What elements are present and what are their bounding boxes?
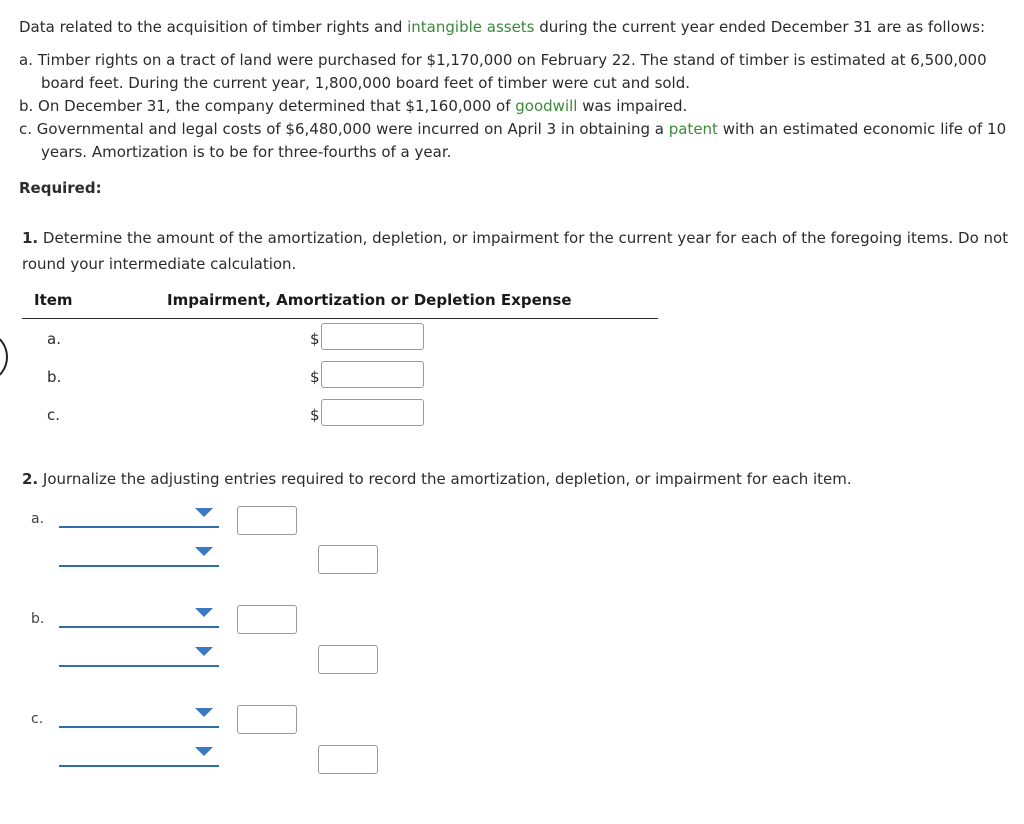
entry-label-c: c. (31, 711, 44, 727)
question-2-number: 2. (22, 470, 39, 488)
debit-amount-input-a[interactable] (237, 506, 297, 535)
row-label-a: a. (47, 330, 61, 348)
entry-label-b: b. (31, 611, 45, 627)
item-c-pre: c. Governmental and legal costs of $6,480,000 were incurred on April 3 in obtaining a (19, 120, 669, 138)
item-a (19, 49, 1019, 95)
intro-text (19, 17, 985, 37)
item-b (19, 95, 1019, 118)
intro-part2: during the current year ended December 31 are as follows: (534, 18, 986, 36)
row-label-c: c. (47, 406, 61, 424)
caret-down-icon (195, 608, 213, 617)
item-c (19, 118, 1019, 164)
credit-account-select-c[interactable] (59, 747, 219, 767)
expense-column-header: Impairment, Amortization or Depletion Expense (167, 291, 572, 309)
caret-down-icon (195, 647, 213, 656)
question-1 (22, 225, 1012, 277)
credit-amount-input-a[interactable] (318, 545, 378, 574)
item-column-header: Item (34, 291, 73, 309)
debit-account-select-c[interactable] (59, 708, 219, 728)
goodwill-link[interactable]: goodwill (515, 97, 578, 115)
debit-account-select-b[interactable] (59, 608, 219, 628)
intro-part1: Data related to the acquisition of timber rights and (19, 18, 408, 36)
table-header-divider (22, 318, 658, 319)
debit-account-select-a[interactable] (59, 508, 219, 528)
patent-link[interactable]: patent (668, 120, 718, 138)
debit-amount-input-c[interactable] (237, 705, 297, 734)
caret-down-icon (195, 547, 213, 556)
currency-symbol-a: $ (310, 330, 320, 348)
currency-symbol-c: $ (310, 406, 320, 424)
item-a-text: a. Timber rights on a tract of land were purchased for $1,170,000 on February 22. The stand of timber is estimated at 6,500,000 board feet. During the current year, 1,800,000 board feet of timber were cut and sold. (19, 51, 987, 92)
expense-input-b[interactable] (321, 361, 424, 388)
expense-input-a[interactable] (321, 323, 424, 350)
item-b-pre: b. On December 31, the company determined that $1,160,000 of (19, 97, 516, 115)
item-b-post: was impaired. (577, 97, 688, 115)
required-heading: Required: (19, 179, 102, 197)
question-2-text: Journalize the adjusting entries required to record the amortization, depletion, or impairment for each item. (38, 470, 852, 488)
entry-label-a: a. (31, 511, 45, 527)
caret-down-icon (195, 747, 213, 756)
question-1-number: 1. (22, 229, 39, 247)
credit-amount-input-b[interactable] (318, 645, 378, 674)
credit-amount-input-c[interactable] (318, 745, 378, 774)
credit-account-select-b[interactable] (59, 647, 219, 667)
currency-symbol-b: $ (310, 368, 320, 386)
intangible-assets-link[interactable]: intangible assets (407, 18, 535, 36)
question-1-text: Determine the amount of the amortization, depletion, or impairment for the current year for each of the foregoing items. Do not round your intermediate calculation. (22, 229, 1009, 273)
margin-bracket (0, 334, 8, 380)
credit-account-select-a[interactable] (59, 547, 219, 567)
debit-amount-input-b[interactable] (237, 605, 297, 634)
expense-input-c[interactable] (321, 399, 424, 426)
caret-down-icon (195, 508, 213, 517)
caret-down-icon (195, 708, 213, 717)
row-label-b: b. (47, 368, 62, 386)
item-c-post: with an estimated economic life of 10 years. Amortization is to be for three-fourths of a year. (41, 120, 1007, 161)
question-2 (22, 468, 852, 490)
